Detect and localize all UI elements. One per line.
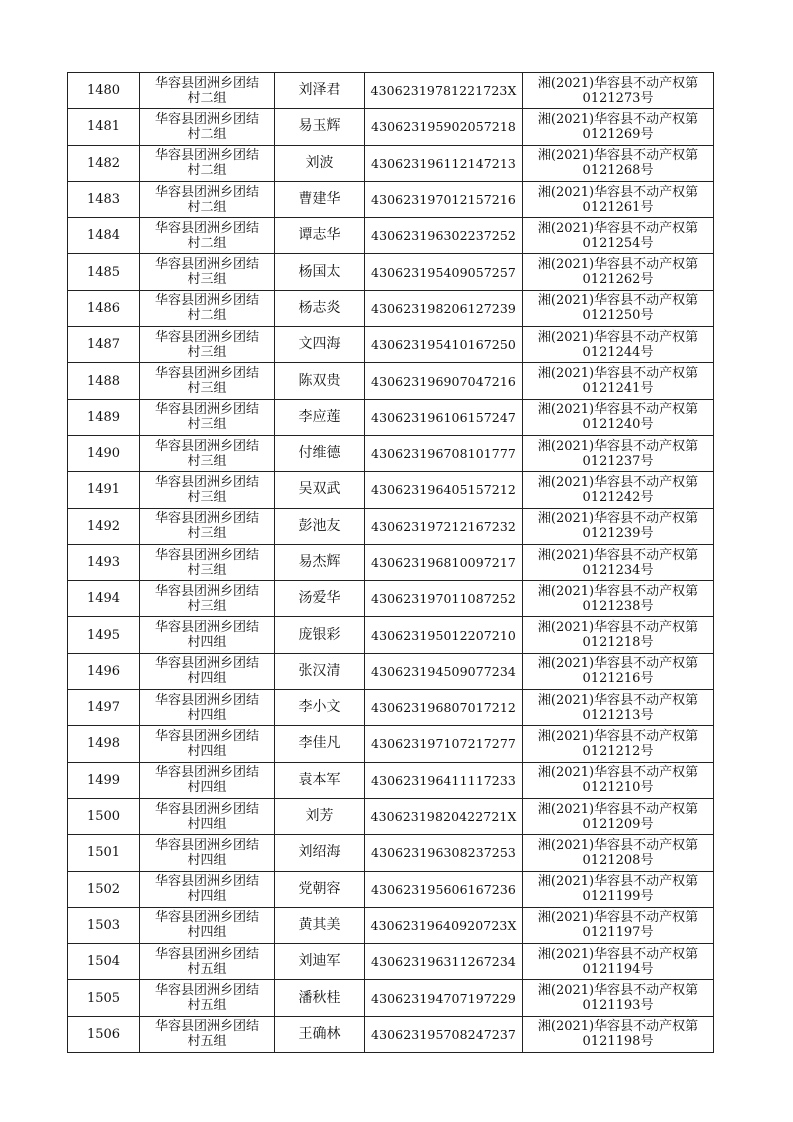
address-cell — [140, 944, 275, 980]
certificate-number-cell — [523, 798, 714, 834]
address-cell — [140, 435, 275, 471]
id-number-cell: 430623196810097217 — [365, 544, 523, 580]
serial-number-cell: 1482 — [68, 145, 140, 181]
owner-name-cell: 汤爱华 — [275, 581, 365, 617]
certificate-number-cell — [523, 1016, 714, 1052]
certificate-line-2: 0121269号 — [582, 126, 654, 142]
address-cell — [140, 980, 275, 1016]
table-row — [68, 109, 714, 145]
table-row — [68, 145, 714, 181]
address-line-1: 华容县团洲乡团结 — [154, 402, 259, 418]
certificate-number-cell — [523, 944, 714, 980]
id-number-cell: 430623196411117233 — [365, 762, 523, 798]
table-row — [68, 399, 714, 435]
table-row — [68, 363, 714, 399]
certificate-line-2: 0121242号 — [582, 489, 654, 505]
certificate-line-1: 湘(2021)华容县不动产权第 — [537, 983, 699, 999]
serial-number-cell: 1500 — [68, 798, 140, 834]
owner-name-cell: 杨志炎 — [275, 290, 365, 326]
certificate-line-2: 0121240号 — [582, 417, 654, 433]
id-number-cell: 430623196405157212 — [365, 472, 523, 508]
address-line-2: 村四组 — [187, 925, 227, 941]
certificate-line-2: 0121250号 — [582, 308, 654, 324]
table-row — [68, 544, 714, 580]
address-line-2: 村三组 — [187, 272, 227, 288]
certificate-line-1: 湘(2021)华容县不动产权第 — [537, 366, 699, 382]
id-number-cell: 430623194707197229 — [365, 980, 523, 1016]
address-line-2: 村三组 — [187, 526, 227, 542]
certificate-line-2: 0121261号 — [582, 199, 654, 215]
certificate-number-cell — [523, 835, 714, 871]
certificate-line-2: 0121254号 — [582, 235, 654, 251]
certificate-number-cell — [523, 472, 714, 508]
table-row — [68, 435, 714, 471]
owner-name-cell: 刘芳 — [275, 798, 365, 834]
id-number-cell: 430623197011087252 — [365, 581, 523, 617]
address-cell — [140, 218, 275, 254]
id-number-cell: 430623195012207210 — [365, 617, 523, 653]
table-row — [68, 508, 714, 544]
address-line-2: 村五组 — [187, 1034, 227, 1050]
certificate-number-cell — [523, 399, 714, 435]
certificate-line-2: 0121216号 — [582, 671, 654, 687]
registry-table — [67, 72, 714, 1053]
address-line-1: 华容县团洲乡团结 — [154, 801, 259, 817]
id-number-cell: 430623196907047216 — [365, 363, 523, 399]
certificate-line-2: 0121268号 — [582, 163, 654, 179]
certificate-line-1: 湘(2021)华容县不动产权第 — [537, 329, 699, 345]
certificate-line-1: 湘(2021)华容县不动产权第 — [537, 1019, 699, 1035]
certificate-line-2: 0121234号 — [582, 562, 654, 578]
certificate-line-2: 0121210号 — [582, 780, 654, 796]
serial-number-cell: 1495 — [68, 617, 140, 653]
certificate-number-cell — [523, 181, 714, 217]
table-row — [68, 581, 714, 617]
address-line-1: 华容县团洲乡团结 — [154, 111, 259, 127]
table-row — [68, 762, 714, 798]
certificate-line-2: 0121198号 — [582, 1034, 654, 1050]
id-number-cell: 430623195606167236 — [365, 871, 523, 907]
address-line-1: 华容县团洲乡团结 — [154, 620, 259, 636]
certificate-line-2: 0121237号 — [582, 453, 654, 469]
serial-number-cell: 1491 — [68, 472, 140, 508]
address-cell — [140, 363, 275, 399]
id-number-cell: 430623197107217277 — [365, 726, 523, 762]
address-line-2: 村二组 — [187, 308, 227, 324]
table-row — [68, 726, 714, 762]
certificate-number-cell — [523, 145, 714, 181]
certificate-line-1: 湘(2021)华容县不动产权第 — [537, 474, 699, 490]
certificate-line-1: 湘(2021)华容县不动产权第 — [537, 910, 699, 926]
certificate-line-2: 0121218号 — [582, 635, 654, 651]
owner-name-cell: 陈双贵 — [275, 363, 365, 399]
address-line-2: 村三组 — [187, 344, 227, 360]
certificate-number-cell — [523, 327, 714, 363]
address-line-1: 华容县团洲乡团结 — [154, 329, 259, 345]
id-number-cell: 430623195708247237 — [365, 1016, 523, 1052]
serial-number-cell: 1493 — [68, 544, 140, 580]
table-row — [68, 181, 714, 217]
address-cell — [140, 871, 275, 907]
certificate-line-1: 湘(2021)华容县不动产权第 — [537, 75, 699, 91]
serial-number-cell: 1496 — [68, 653, 140, 689]
address-cell — [140, 762, 275, 798]
certificate-line-1: 湘(2021)华容县不动产权第 — [537, 402, 699, 418]
address-line-1: 华容县团洲乡团结 — [154, 583, 259, 599]
certificate-number-cell — [523, 871, 714, 907]
certificate-line-1: 湘(2021)华容县不动产权第 — [537, 583, 699, 599]
address-cell — [140, 798, 275, 834]
table-row — [68, 73, 714, 109]
owner-name-cell: 付维德 — [275, 435, 365, 471]
address-cell — [140, 254, 275, 290]
serial-number-cell: 1503 — [68, 907, 140, 943]
certificate-line-1: 湘(2021)华容县不动产权第 — [537, 946, 699, 962]
address-line-2: 村二组 — [187, 126, 227, 142]
serial-number-cell: 1483 — [68, 181, 140, 217]
id-number-cell: 430623197012157216 — [365, 181, 523, 217]
address-line-1: 华容县团洲乡团结 — [154, 728, 259, 744]
address-cell — [140, 1016, 275, 1052]
table-row — [68, 907, 714, 943]
serial-number-cell: 1488 — [68, 363, 140, 399]
serial-number-cell: 1489 — [68, 399, 140, 435]
address-line-2: 村二组 — [187, 163, 227, 179]
certificate-line-1: 湘(2021)华容县不动产权第 — [537, 184, 699, 200]
address-line-2: 村四组 — [187, 780, 227, 796]
certificate-line-2: 0121208号 — [582, 852, 654, 868]
certificate-line-2: 0121199号 — [582, 889, 654, 905]
address-line-2: 村四组 — [187, 707, 227, 723]
id-number-cell: 430623196311267234 — [365, 944, 523, 980]
address-cell — [140, 145, 275, 181]
address-line-2: 村二组 — [187, 235, 227, 251]
certificate-line-1: 湘(2021)华容县不动产权第 — [537, 547, 699, 563]
id-number-cell: 430623194509077234 — [365, 653, 523, 689]
certificate-number-cell — [523, 726, 714, 762]
id-number-cell: 430623195902057218 — [365, 109, 523, 145]
address-line-2: 村三组 — [187, 381, 227, 397]
owner-name-cell: 谭志华 — [275, 218, 365, 254]
certificate-line-2: 0121209号 — [582, 816, 654, 832]
serial-number-cell: 1494 — [68, 581, 140, 617]
certificate-line-2: 0121197号 — [582, 925, 654, 941]
serial-number-cell: 1502 — [68, 871, 140, 907]
certificate-number-cell — [523, 508, 714, 544]
table-row — [68, 944, 714, 980]
owner-name-cell: 刘绍海 — [275, 835, 365, 871]
address-line-2: 村四组 — [187, 743, 227, 759]
id-number-cell: 430623195410167250 — [365, 327, 523, 363]
serial-number-cell: 1499 — [68, 762, 140, 798]
address-cell — [140, 726, 275, 762]
owner-name-cell: 易玉辉 — [275, 109, 365, 145]
id-number-cell: 430623197212167232 — [365, 508, 523, 544]
address-cell — [140, 73, 275, 109]
owner-name-cell: 黄其美 — [275, 907, 365, 943]
address-line-1: 华容县团洲乡团结 — [154, 547, 259, 563]
address-line-1: 华容县团洲乡团结 — [154, 474, 259, 490]
address-line-1: 华容县团洲乡团结 — [154, 837, 259, 853]
id-number-cell: 430623195409057257 — [365, 254, 523, 290]
certificate-line-1: 湘(2021)华容县不动产权第 — [537, 837, 699, 853]
address-line-1: 华容县团洲乡团结 — [154, 874, 259, 890]
serial-number-cell: 1492 — [68, 508, 140, 544]
address-cell — [140, 835, 275, 871]
serial-number-cell: 1506 — [68, 1016, 140, 1052]
table-row — [68, 835, 714, 871]
address-line-1: 华容县团洲乡团结 — [154, 910, 259, 926]
address-line-1: 华容县团洲乡团结 — [154, 983, 259, 999]
address-line-1: 华容县团洲乡团结 — [154, 75, 259, 91]
address-line-2: 村五组 — [187, 961, 227, 977]
certificate-line-1: 湘(2021)华容县不动产权第 — [537, 692, 699, 708]
address-line-2: 村四组 — [187, 671, 227, 687]
owner-name-cell: 潘秋桂 — [275, 980, 365, 1016]
id-number-cell: 430623196106157247 — [365, 399, 523, 435]
address-line-1: 华容县团洲乡团结 — [154, 946, 259, 962]
address-line-2: 村五组 — [187, 998, 227, 1014]
serial-number-cell: 1498 — [68, 726, 140, 762]
owner-name-cell: 吴双武 — [275, 472, 365, 508]
serial-number-cell: 1484 — [68, 218, 140, 254]
table-row — [68, 290, 714, 326]
certificate-number-cell — [523, 653, 714, 689]
address-cell — [140, 653, 275, 689]
certificate-line-1: 湘(2021)华容县不动产权第 — [537, 874, 699, 890]
id-number-cell: 430623196112147213 — [365, 145, 523, 181]
serial-number-cell: 1505 — [68, 980, 140, 1016]
address-line-1: 华容县团洲乡团结 — [154, 438, 259, 454]
serial-number-cell: 1485 — [68, 254, 140, 290]
table-row — [68, 980, 714, 1016]
certificate-line-2: 0121241号 — [582, 381, 654, 397]
serial-number-cell: 1486 — [68, 290, 140, 326]
table-row — [68, 254, 714, 290]
address-line-2: 村三组 — [187, 417, 227, 433]
address-line-1: 华容县团洲乡团结 — [154, 656, 259, 672]
address-line-1: 华容县团洲乡团结 — [154, 184, 259, 200]
id-number-cell: 430623196708101777 — [365, 435, 523, 471]
address-line-1: 华容县团洲乡团结 — [154, 220, 259, 236]
serial-number-cell: 1480 — [68, 73, 140, 109]
table-row — [68, 871, 714, 907]
certificate-line-2: 0121273号 — [582, 90, 654, 106]
address-line-2: 村四组 — [187, 852, 227, 868]
address-cell — [140, 907, 275, 943]
table-row — [68, 1016, 714, 1052]
owner-name-cell: 李小文 — [275, 690, 365, 726]
id-number-cell: 430623198206127239 — [365, 290, 523, 326]
address-line-1: 华容县团洲乡团结 — [154, 366, 259, 382]
serial-number-cell: 1501 — [68, 835, 140, 871]
address-line-1: 华容县团洲乡团结 — [154, 148, 259, 164]
table-row — [68, 218, 714, 254]
address-cell — [140, 690, 275, 726]
certificate-number-cell — [523, 218, 714, 254]
owner-name-cell: 刘迪军 — [275, 944, 365, 980]
id-number-cell: 43062319820422721X — [365, 798, 523, 834]
certificate-line-1: 湘(2021)华容县不动产权第 — [537, 111, 699, 127]
owner-name-cell: 党朝容 — [275, 871, 365, 907]
address-cell — [140, 544, 275, 580]
table-row — [68, 617, 714, 653]
address-line-1: 华容县团洲乡团结 — [154, 257, 259, 273]
owner-name-cell: 彭池友 — [275, 508, 365, 544]
certificate-line-1: 湘(2021)华容县不动产权第 — [537, 620, 699, 636]
certificate-line-2: 0121193号 — [582, 998, 654, 1014]
certificate-line-1: 湘(2021)华容县不动产权第 — [537, 801, 699, 817]
table-row — [68, 327, 714, 363]
certificate-line-1: 湘(2021)华容县不动产权第 — [537, 257, 699, 273]
owner-name-cell: 李应莲 — [275, 399, 365, 435]
certificate-line-2: 0121239号 — [582, 526, 654, 542]
address-line-2: 村三组 — [187, 598, 227, 614]
address-line-2: 村三组 — [187, 562, 227, 578]
certificate-line-1: 湘(2021)华容县不动产权第 — [537, 765, 699, 781]
certificate-number-cell — [523, 980, 714, 1016]
certificate-line-2: 0121244号 — [582, 344, 654, 360]
certificate-number-cell — [523, 690, 714, 726]
address-cell — [140, 290, 275, 326]
owner-name-cell: 文四海 — [275, 327, 365, 363]
address-line-1: 华容县团洲乡团结 — [154, 1019, 259, 1035]
owner-name-cell: 刘泽君 — [275, 73, 365, 109]
certificate-number-cell — [523, 581, 714, 617]
id-number-cell: 430623196302237252 — [365, 218, 523, 254]
certificate-line-1: 湘(2021)华容县不动产权第 — [537, 293, 699, 309]
certificate-line-1: 湘(2021)华容县不动产权第 — [537, 220, 699, 236]
certificate-number-cell — [523, 363, 714, 399]
address-cell — [140, 581, 275, 617]
owner-name-cell: 刘波 — [275, 145, 365, 181]
certificate-line-1: 湘(2021)华容县不动产权第 — [537, 656, 699, 672]
certificate-line-1: 湘(2021)华容县不动产权第 — [537, 438, 699, 454]
address-line-2: 村三组 — [187, 453, 227, 469]
owner-name-cell: 袁本军 — [275, 762, 365, 798]
certificate-line-2: 0121212号 — [582, 743, 654, 759]
certificate-line-2: 0121262号 — [582, 272, 654, 288]
address-cell — [140, 181, 275, 217]
certificate-number-cell — [523, 617, 714, 653]
address-line-2: 村三组 — [187, 489, 227, 505]
table-row — [68, 653, 714, 689]
owner-name-cell: 杨国太 — [275, 254, 365, 290]
table-row — [68, 690, 714, 726]
table-row — [68, 798, 714, 834]
table-row — [68, 472, 714, 508]
certificate-number-cell — [523, 544, 714, 580]
address-line-2: 村二组 — [187, 199, 227, 215]
owner-name-cell: 王确林 — [275, 1016, 365, 1052]
certificate-number-cell — [523, 73, 714, 109]
address-cell — [140, 327, 275, 363]
owner-name-cell: 易杰辉 — [275, 544, 365, 580]
address-line-1: 华容县团洲乡团结 — [154, 511, 259, 527]
address-line-1: 华容县团洲乡团结 — [154, 692, 259, 708]
serial-number-cell: 1490 — [68, 435, 140, 471]
certificate-line-1: 湘(2021)华容县不动产权第 — [537, 148, 699, 164]
certificate-number-cell — [523, 907, 714, 943]
certificate-line-1: 湘(2021)华容县不动产权第 — [537, 728, 699, 744]
address-cell — [140, 617, 275, 653]
address-line-1: 华容县团洲乡团结 — [154, 765, 259, 781]
owner-name-cell: 曹建华 — [275, 181, 365, 217]
serial-number-cell: 1497 — [68, 690, 140, 726]
id-number-cell: 43062319781221723X — [365, 73, 523, 109]
owner-name-cell: 张汉清 — [275, 653, 365, 689]
serial-number-cell: 1481 — [68, 109, 140, 145]
certificate-line-2: 0121194号 — [582, 961, 654, 977]
address-line-1: 华容县团洲乡团结 — [154, 293, 259, 309]
address-cell — [140, 109, 275, 145]
certificate-number-cell — [523, 290, 714, 326]
certificate-line-2: 0121238号 — [582, 598, 654, 614]
id-number-cell: 430623196807017212 — [365, 690, 523, 726]
certificate-number-cell — [523, 435, 714, 471]
certificate-line-1: 湘(2021)华容县不动产权第 — [537, 511, 699, 527]
certificate-number-cell — [523, 762, 714, 798]
id-number-cell: 43062319640920723X — [365, 907, 523, 943]
certificate-line-2: 0121213号 — [582, 707, 654, 723]
address-line-2: 村四组 — [187, 816, 227, 832]
owner-name-cell: 李佳凡 — [275, 726, 365, 762]
address-cell — [140, 508, 275, 544]
address-line-2: 村四组 — [187, 889, 227, 905]
address-cell — [140, 399, 275, 435]
registry-table-body — [68, 73, 714, 1053]
address-cell — [140, 472, 275, 508]
certificate-number-cell — [523, 109, 714, 145]
serial-number-cell: 1487 — [68, 327, 140, 363]
certificate-number-cell — [523, 254, 714, 290]
id-number-cell: 430623196308237253 — [365, 835, 523, 871]
serial-number-cell: 1504 — [68, 944, 140, 980]
address-line-2: 村二组 — [187, 90, 227, 106]
owner-name-cell: 庞银彩 — [275, 617, 365, 653]
address-line-2: 村四组 — [187, 635, 227, 651]
